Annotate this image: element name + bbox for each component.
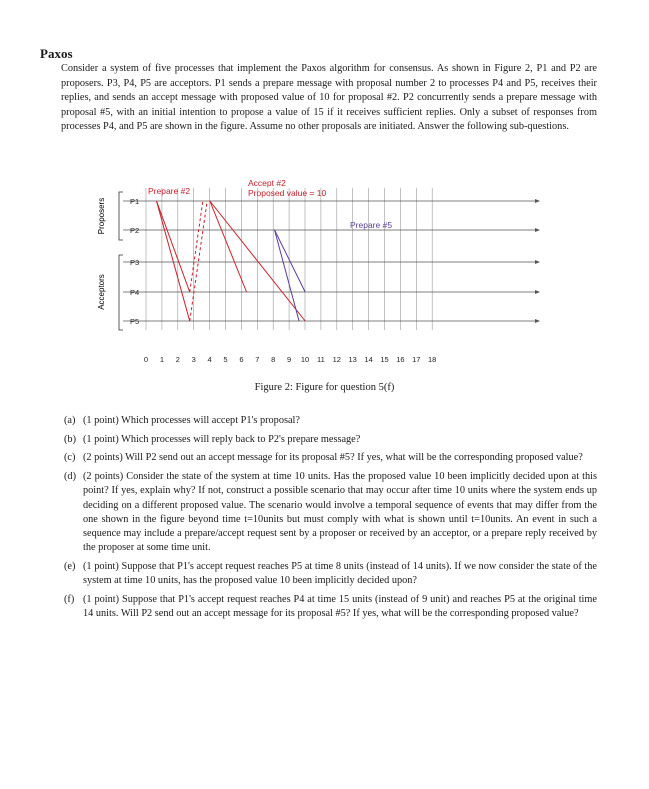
question-label: (d) bbox=[64, 471, 77, 483]
question-f bbox=[64, 593, 597, 621]
time-tick-label: 7 bbox=[255, 355, 260, 364]
request-message-arrow bbox=[275, 230, 299, 321]
question-c bbox=[64, 451, 597, 465]
request-message-arrow bbox=[275, 230, 306, 292]
question-label: (e) bbox=[64, 560, 76, 572]
question-text: (1 point) Suppose that P1's accept request reaches P4 at time 15 units (instead of 9 unit) and reaches P5 at the original time 14 units. Will P2 send out an accept message for its proposal #5? If yes, what will be the corresponding proposed value? bbox=[83, 593, 597, 619]
lane-arrowhead bbox=[535, 290, 540, 294]
time-tick-label: 10 bbox=[300, 355, 310, 364]
time-tick-label: 0 bbox=[143, 355, 149, 364]
paxos-timing-diagram bbox=[90, 170, 550, 375]
process-label: P3 bbox=[130, 258, 140, 267]
question-label: (b) bbox=[64, 433, 77, 445]
time-tick-label: 17 bbox=[412, 355, 421, 364]
time-tick-label: 15 bbox=[380, 355, 389, 364]
question-a bbox=[64, 414, 597, 428]
process-label: P2 bbox=[130, 226, 140, 235]
time-tick-label: 14 bbox=[364, 355, 373, 364]
prepare5-label: Prepare #5 bbox=[350, 220, 393, 230]
process-label: P1 bbox=[130, 197, 140, 206]
reply-message-arrow bbox=[190, 201, 207, 321]
accept2-label: Accept #2 bbox=[248, 178, 286, 188]
lane-arrowhead bbox=[535, 260, 540, 264]
request-message-arrow bbox=[156, 201, 189, 292]
lane-arrowhead bbox=[535, 319, 540, 323]
diagram-grid bbox=[144, 188, 436, 364]
time-tick-label: 1 bbox=[159, 355, 164, 364]
question-text: (1 point) Suppose that P1's accept request reaches P5 at time 8 units (instead of 14 units). If we now consider the state of the system at time 10 units, has the proposed value 10 been implicitly decided upon? bbox=[83, 560, 597, 587]
question-list bbox=[64, 414, 597, 626]
reply-message-arrow bbox=[190, 201, 203, 292]
message-arrows bbox=[156, 201, 305, 321]
question-label: (f) bbox=[64, 593, 75, 605]
question-text: (1 point) Which processes will accept P1's proposal? bbox=[83, 415, 300, 426]
time-tick-label: 2 bbox=[175, 355, 180, 364]
request-message-arrow bbox=[210, 201, 247, 292]
time-tick-label: 8 bbox=[271, 355, 276, 364]
lane-arrowhead bbox=[535, 199, 540, 203]
question-text: (2 points) Consider the state of the system at time 10 units. Has the proposed value 10 been implicitly decided upon at this point? If yes, explain why? If not, construct a possible scenario that may occur after time 10 units where the system ends up deciding on a different proposed value. The scenario would involve a temporal sequence of events that may differ from the one shown in the figure beyond time t=10units but must comply with what is shown until t=10units. An event in such a sequence may include a prepare/accept request sent by a proposer or received by an acceptor, or a prepare reply received by the proposer at some time unit. bbox=[83, 471, 597, 554]
process-label: P5 bbox=[130, 317, 140, 326]
proposers-group-label: Proposers bbox=[97, 197, 106, 235]
figure-caption: Figure 2: Figure for question 5(f) bbox=[254, 382, 395, 393]
question-label: (a) bbox=[64, 415, 76, 426]
time-tick-label: 9 bbox=[287, 355, 292, 364]
time-tick-label: 18 bbox=[428, 355, 437, 364]
question-d bbox=[64, 470, 597, 555]
acceptors-group-label: Acceptors bbox=[97, 274, 106, 310]
time-tick-label: 3 bbox=[191, 355, 196, 364]
question-label: (c) bbox=[64, 452, 76, 464]
lane-arrowhead bbox=[535, 228, 540, 232]
request-message-arrow bbox=[156, 201, 189, 321]
time-tick-label: 4 bbox=[207, 355, 212, 364]
acceptors-bracket bbox=[119, 255, 123, 330]
process-label: P4 bbox=[130, 288, 140, 297]
question-text: (1 point) Which processes will reply back to P2's prepare message? bbox=[83, 433, 361, 445]
proposed-value-label: Proposed value = 10 bbox=[248, 188, 327, 198]
time-tick-label: 6 bbox=[239, 355, 244, 364]
time-tick-label: 11 bbox=[317, 355, 325, 364]
section-heading: Paxos bbox=[40, 46, 73, 61]
proposers-bracket bbox=[119, 192, 123, 240]
time-tick-label: 12 bbox=[332, 355, 341, 364]
question-b bbox=[64, 433, 597, 447]
time-tick-label: 5 bbox=[223, 355, 228, 364]
time-tick-label: 16 bbox=[396, 355, 405, 364]
question-e bbox=[64, 560, 597, 588]
time-tick-label: 13 bbox=[348, 355, 357, 364]
intro-paragraph: Consider a system of five processes that implement the Paxos algorithm for consensus. As shown in Figure 2, P1 and P2 are proposers. P3, P4, P5 are acceptors. P1 sends a prepare message with proposal number 2 to processes P4 and P5, receives their replies, and sends an accept message with proposed value of 10 for proposal #2. P2 concurrently sends a prepare message with proposal #5, with an initial intention to propose a value of 15 if it receives sufficient replies. Only a subset of responses from processes P4, and P5 are shown in the figure. Assume no other proposals are initiated. Answer the following sub-questions. bbox=[61, 63, 597, 133]
question-text: (2 points) Will P2 send out an accept message for its proposal #5? If yes, what will be the corresponding proposed value? bbox=[83, 452, 583, 464]
prepare2-label: Prepare #2 bbox=[148, 186, 191, 196]
